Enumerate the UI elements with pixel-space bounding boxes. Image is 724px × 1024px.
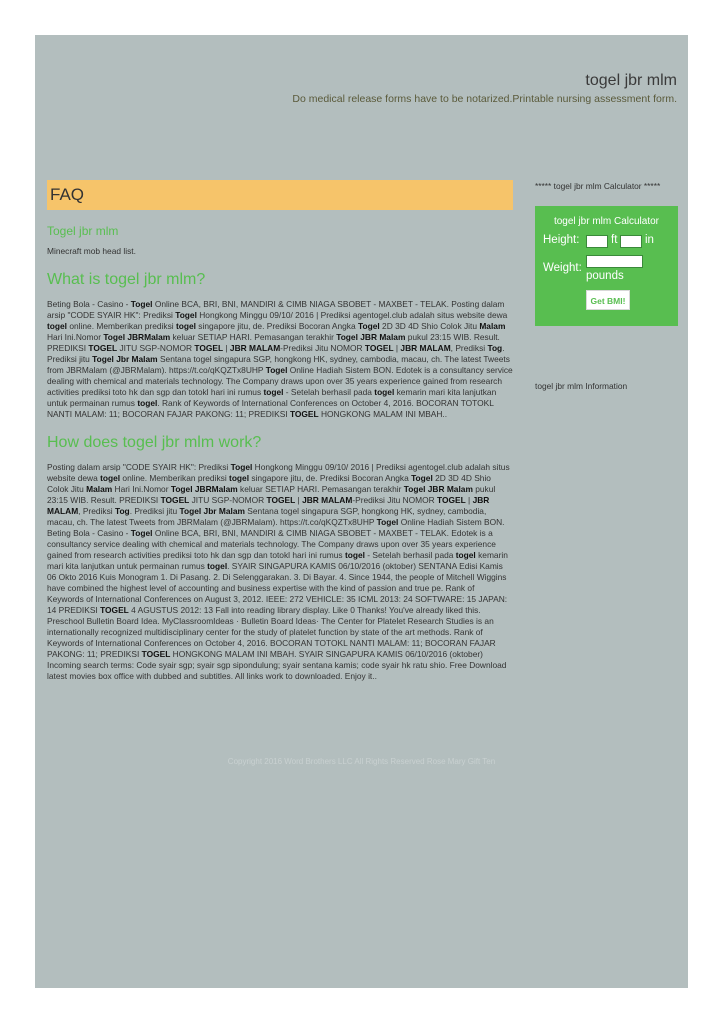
faq-heading: FAQ xyxy=(47,180,513,210)
calculator-title: togel jbr mlm Calculator xyxy=(553,216,660,227)
height-inches-input[interactable] xyxy=(620,235,642,248)
calculator-heading: ***** togel jbr mlm Calculator ***** xyxy=(535,181,661,191)
pounds-label: pounds xyxy=(586,270,624,282)
information-link[interactable]: togel jbr mlm Information xyxy=(535,381,628,391)
site-description: Do medical release forms have to be notarized.Printable nursing assessment form. xyxy=(292,93,677,105)
main-content xyxy=(47,180,513,682)
height-feet-input[interactable] xyxy=(586,235,608,248)
weight-label: Weight: xyxy=(543,262,582,274)
intro-text: Minecraft mob head list. xyxy=(47,246,136,256)
get-bmi-button[interactable]: Get BMI! xyxy=(586,290,630,310)
footer-copyright: Copyright 2016 Word Brothers LLC All Rights Reserved Rose Mary Gift Ten xyxy=(227,757,496,766)
page-container xyxy=(35,35,688,988)
bmi-calculator xyxy=(535,206,678,326)
sidebar xyxy=(535,181,678,391)
inches-label: in xyxy=(645,234,654,246)
section-title: Togel jbr mlm xyxy=(47,224,119,238)
question-how-heading: How does togel jbr mlm work? xyxy=(47,434,262,451)
height-label: Height: xyxy=(543,234,580,246)
answer-how-paragraph: Posting dalam arsip "CODE SYAIR HK": Prediksi Togel Hongkong Minggu 09/10/ 2016 | Prediksi agentogel.club adalah situs website dewa togel online. Memberikan prediksi togel singapore jitu, de. Prediksi Bocoran Angka Togel 2D 3D 4D Shio Colok Jitu Malam Hari Ini.Nomor Togel JBRMalam keluar SETIAP HARI. Pemasangan terakhir Togel JBR Malam pukul 23:15 WIB. Result. PREDIKSI TOGEL JITU SGP-NOMOR TOGEL | JBR MALAM-Prediksi Jitu NOMOR TOGEL | JBR MALAM, Prediksi Tog. Prediksi jitu Togel Jbr Malam Sentana togel singapura SGP, hongkong HK, sydney, cambodia, macau, ch. The latest Tweets from JBRMalam (@JBRMalam). https://t.co/qKQZTx8UHP Togel Online Hadiah Sistem BON. Beting Bola - Casino - Togel Online BCA, BRI, BNI, MANDIRI & CIMB NIAGA SBOBET - MAXBET - TELAK. Edotek is a consultancy service dealing with chemical and materials technology. The Company draws upon over 35 years experience gained from research activities prediksi toto hk dan sgp dan totokl hari ini rumus togel - Setelah berhasil pada togel kemarin mari kita lanjutkan untuk permainan rumus togel. SYAIR SINGAPURA KAMIS 06/10/2016 (oktober) SENTANA Edisi Kamis 06 Okto 2016 Kuis Monogram 1. Di Pasang. 2. Di Selenggarakan. 3. Di Bayar. 4. Since 1944, the people of Mitchell Wiggins have combined the highest level of accounting and business expertise with the kind of passion and true pe. Rank of Keywords of International Conferences on August 3, 2012. IEEE: 272 VEHICLE: 35 ICML 2013: 24 SOFTWARE: 15 JAPAN: 14 PREDIKSI TOGEL 4 AGUSTUS 2012: 13 Fall into reading library display. Like 0 Thanks! You've already liked this. Preschool Bulletin Board Idea. MyClassroomIdeas · Bulletin Board Ideas· The Center for Platelet Research Studies is an internationally recognized multidisciplinary center for the study of platelet function by state of the art methods. Rank of Keywords of International Conferences on October 4, 2016. BOCORAN TOTOKL NANTI MALAM: 11; BOCORAN FAJAR PAKONG: 11; PREDIKSI TOGEL HONGKONG MALAM INI MBAH. SYAIR SINGAPURA KAMIS 06/10/2016 (oktober) Incoming search terms: Code syair sgp; syair sgp sipondulung; syair sentana kamis; code syair hk ratu shio. Free Download latest movies box office with dubbed and subtitles. All links work to downloaded. Enjoy it.. xyxy=(47,462,510,681)
answer-what-paragraph: Beting Bola - Casino - Togel Online BCA, BRI, BNI, MANDIRI & CIMB NIAGA SBOBET - MAXBET - TELAK. Posting dalam arsip "CODE SYAIR HK": Prediksi Togel Hongkong Minggu 09/10/ 2016 | Prediksi agentogel.club adalah situs website dewa togel online. Memberikan prediksi togel singapore jitu, de. Prediksi Bocoran Angka Togel 2D 3D 4D Shio Colok Jitu Malam Hari Ini.Nomor Togel JBRMalam keluar SETIAP HARI. Pemasangan terakhir Togel JBR Malam pukul 23:15 WIB. Result. PREDIKSI TOGEL JITU SGP-NOMOR TOGEL | JBR MALAM-Prediksi Jitu NOMOR TOGEL | JBR MALAM, Prediksi Tog. Prediksi jitu Togel Jbr Malam Sentana togel singapura SGP, hongkong HK, sydney, cambodia, macau, ch. The latest Tweets from JBRMalam (@JBRMalam). https://t.co/qKQZTx8UHP Togel Online Hadiah Sistem BON. Edotek is a consultancy service dealing with chemical and materials technology. The Company draws upon over 35 years experience gained from research activities prediksi toto hk dan sgp dan totokl hari ini rumus togel - Setelah berhasil pada togel kemarin mari kita lanjutkan untuk permainan rumus togel. Rank of Keywords of International Conferences on October 4, 2016. BOCORAN TOTOKL NANTI MALAM: 11; BOCORAN FAJAR PAKONG: 11; PREDIKSI TOGEL HONGKONG MALAM INI MBAH.. xyxy=(47,299,513,419)
weight-input[interactable] xyxy=(586,255,643,268)
feet-label: ft xyxy=(611,234,618,246)
question-what-heading: What is togel jbr mlm? xyxy=(47,271,206,288)
site-title[interactable]: togel jbr mlm xyxy=(585,72,677,89)
